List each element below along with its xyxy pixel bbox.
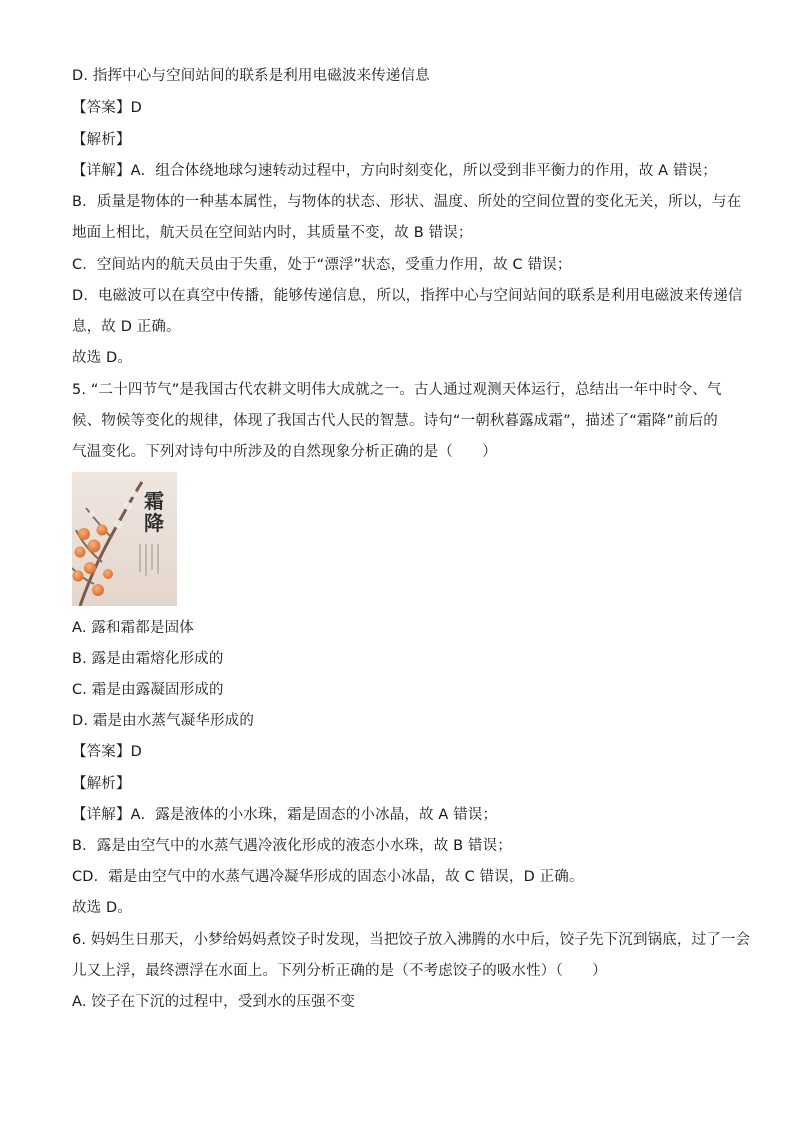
q5-analysis-heading: 【解析】 [72, 776, 131, 792]
q5-stem-line1: 5. “二十四节气”是我国古代农耕文明伟大成就之一。古人通过观测天体运行，总结出一年中时令、气 [72, 382, 722, 398]
frost-title-char-2: 降 [144, 511, 164, 535]
q4-detail-d-line2: 息，故 D 正确。 [72, 319, 181, 335]
q4-detail-b-line2: 地面上相比，航天员在空间站内时，其质量不变，故 B 错误； [72, 225, 473, 241]
q4-answer: 【答案】D [72, 100, 142, 116]
q5-option-a: A. 露和霜都是固体 [72, 620, 194, 636]
q4-detail-b-line1: B．质量是物体的一种基本属性，与物体的状态、形状、温度、所处的空间位置的变化无关，所以，与在 [72, 194, 742, 210]
q6-stem-line2: 儿又上浮，最终漂浮在水面上。下列分析正确的是（不考虑饺子的吸水性）（ ） [72, 963, 607, 979]
q4-detail-c: C．空间站内的航天员由于失重，处于“漂浮”状态，受重力作用，故 C 错误； [72, 257, 572, 273]
q4-detail-d-line1: D．电磁波可以在真空中传播，能够传递信息，所以，指挥中心与空间站间的联系是利用电磁波来传递信 [72, 288, 743, 304]
frost-descent-image [72, 472, 177, 606]
q6-option-a: A. 饺子在下沉的过程中，受到水的压强不变 [72, 994, 356, 1010]
frost-title-char-1: 霜 [144, 489, 164, 513]
q4-option-d: D. 指挥中心与空间站间的联系是利用电磁波来传递信息 [72, 68, 430, 84]
q5-stem-line3: 气温变化。下列对诗句中所涉及的自然现象分析正确的是（ ） [72, 444, 497, 460]
q4-detail-a: 【详解】A．组合体绕地球匀速转动过程中，方向时刻变化，所以受到非平衡力的作用，故 A 错误； [72, 163, 717, 179]
q5-answer: 【答案】D [72, 744, 142, 760]
q5-detail-cd: CD．霜是由空气中的水蒸气遇冷凝华形成的固态小冰晶，故 C 错误，D 正确。 [72, 869, 584, 885]
q4-conclusion: 故选 D。 [72, 350, 133, 366]
q6-stem-line1: 6. 妈妈生日那天，小梦给妈妈煮饺子时发现，当把饺子放入沸腾的水中后，饺子先下沉到锅底，过了一会 [72, 932, 751, 948]
q5-option-b: B. 露是由霜熔化形成的 [72, 651, 224, 667]
q5-option-d: D. 霜是由水蒸气凝华形成的 [72, 713, 254, 729]
q5-conclusion: 故选 D。 [72, 900, 133, 916]
q5-detail-b: B．露是由空气中的水蒸气遇冷液化形成的液态小水珠，故 B 错误； [72, 838, 512, 854]
frost-branch-illustration [72, 472, 177, 606]
q5-detail-a: 【详解】A．露是液体的小水珠，霜是固态的小冰晶，故 A 错误； [72, 807, 498, 823]
q4-analysis-heading: 【解析】 [72, 132, 131, 148]
q5-option-c: C. 霜是由露凝固形成的 [72, 682, 224, 698]
q5-stem-line2: 候、物候等变化的规律，体现了我国古代人民的智慧。诗句“一朝秋暮露成霜”，描述了“霜降”前后的 [72, 413, 718, 429]
